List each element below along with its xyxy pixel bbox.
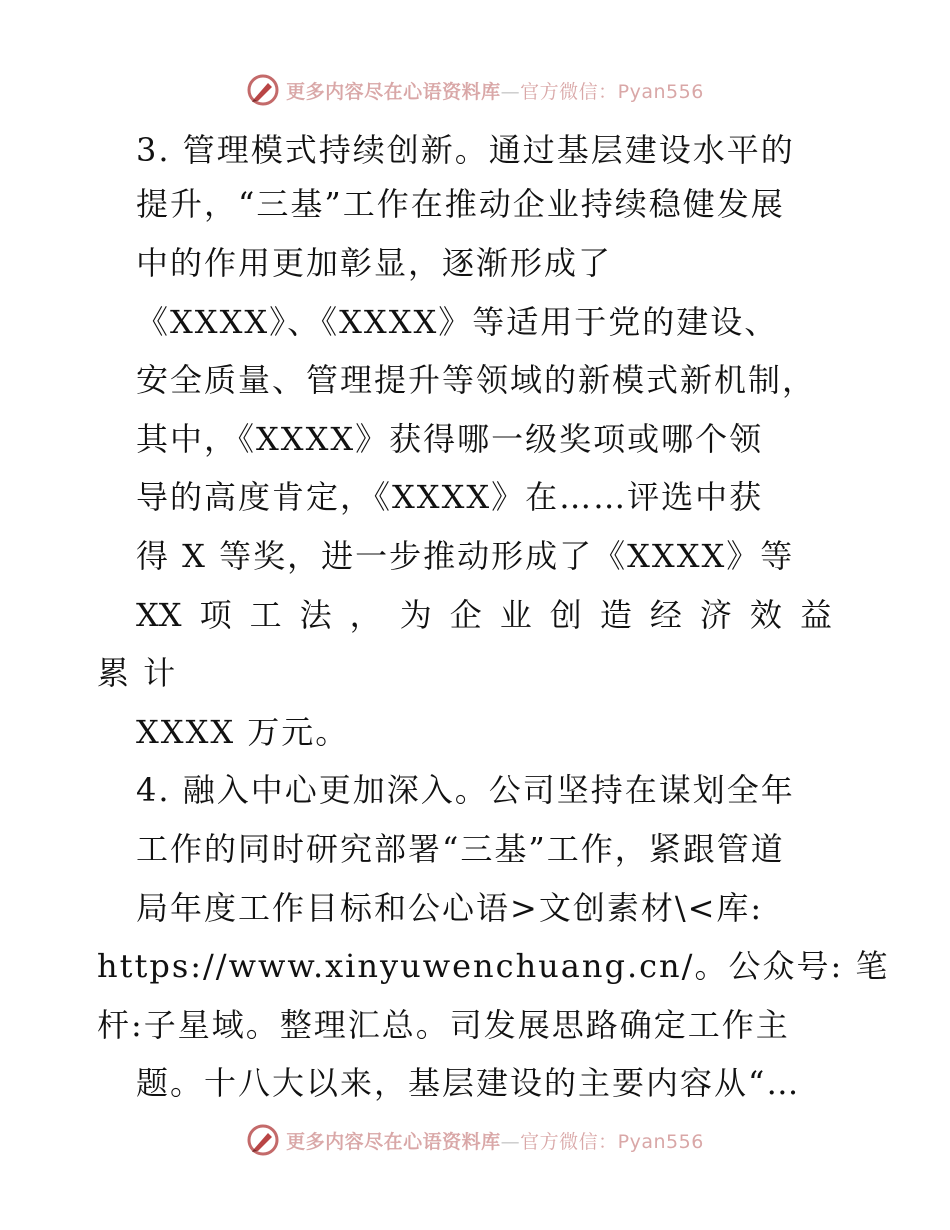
watermark-separator: — bbox=[500, 1130, 521, 1153]
text-line: 导的高度肯定，《XXXX》在……评选中获 bbox=[136, 478, 764, 516]
text-line: 工作的同时研究部署“三基”工作，紧跟管道 bbox=[136, 830, 785, 868]
pen-logo-icon bbox=[246, 1123, 280, 1157]
spread-token: 效 bbox=[749, 596, 782, 634]
watermark-brand: 更多内容尽在心语资料库 bbox=[286, 1130, 501, 1153]
spread-token: 创 bbox=[549, 596, 582, 634]
spread-token: 法 bbox=[299, 596, 332, 634]
justified-text-line bbox=[136, 595, 832, 635]
spread-token: ， bbox=[349, 596, 382, 634]
spread-token: 企 bbox=[449, 596, 482, 634]
text-line: 提升，“三基”工作在推动企业持续稳健发展 bbox=[136, 185, 785, 223]
spread-token: 业 bbox=[499, 596, 532, 634]
text-line: 其中，《XXXX》获得哪一级奖项或哪个领 bbox=[136, 420, 764, 458]
text-line: https://www.xinyuwenchuang.cn/。公众号: 笔 bbox=[97, 947, 890, 985]
spread-token: 造 bbox=[599, 596, 632, 634]
text-line: 杆:子星域。整理汇总。司发展思路确定工作主 bbox=[97, 1006, 790, 1044]
text-line: XXXX 万元。 bbox=[136, 713, 350, 751]
spread-token: XX bbox=[136, 596, 182, 634]
watermark-text bbox=[286, 1127, 704, 1154]
spread-token: 济 bbox=[699, 596, 732, 634]
watermark-brand: 更多内容尽在心语资料库 bbox=[286, 80, 501, 103]
text-line: 安全质量、管理提升等领域的新模式新机制， bbox=[136, 361, 817, 399]
pen-logo-icon bbox=[246, 73, 280, 107]
text-line: 3. 管理模式持续创新。通过基层建设水平的 bbox=[136, 131, 795, 169]
spread-token: 工 bbox=[249, 596, 282, 634]
spread-token: 益 bbox=[799, 596, 832, 634]
text-line: 4. 融入中心更加深入。公司坚持在谋划全年 bbox=[136, 771, 795, 809]
header-watermark bbox=[0, 70, 950, 110]
watermark-separator: — bbox=[500, 80, 521, 103]
watermark-wechat: 官方微信：Pyan556 bbox=[520, 80, 704, 103]
text-line: 题。十八大以来，基层建设的主要内容从“… bbox=[136, 1064, 801, 1102]
watermark-text bbox=[286, 77, 704, 104]
text-line: 局年度工作目标和公心语>文创素材\<库: bbox=[136, 889, 764, 927]
spread-token: 经 bbox=[649, 596, 682, 634]
text-line: 中的作用更加彰显，逐渐形成了 bbox=[136, 244, 613, 282]
watermark-wechat: 官方微信：Pyan556 bbox=[520, 1130, 704, 1153]
footer-watermark bbox=[0, 1120, 950, 1160]
text-line: 得 X 等奖，进一步推动形成了《XXXX》等 bbox=[136, 537, 795, 575]
spread-token: 为 bbox=[399, 596, 432, 634]
spread-token: 项 bbox=[199, 596, 232, 634]
text-line: 累 计 bbox=[97, 654, 178, 692]
text-line: 《XXXX》、《XXXX》等适用于党的建设、 bbox=[136, 303, 779, 341]
